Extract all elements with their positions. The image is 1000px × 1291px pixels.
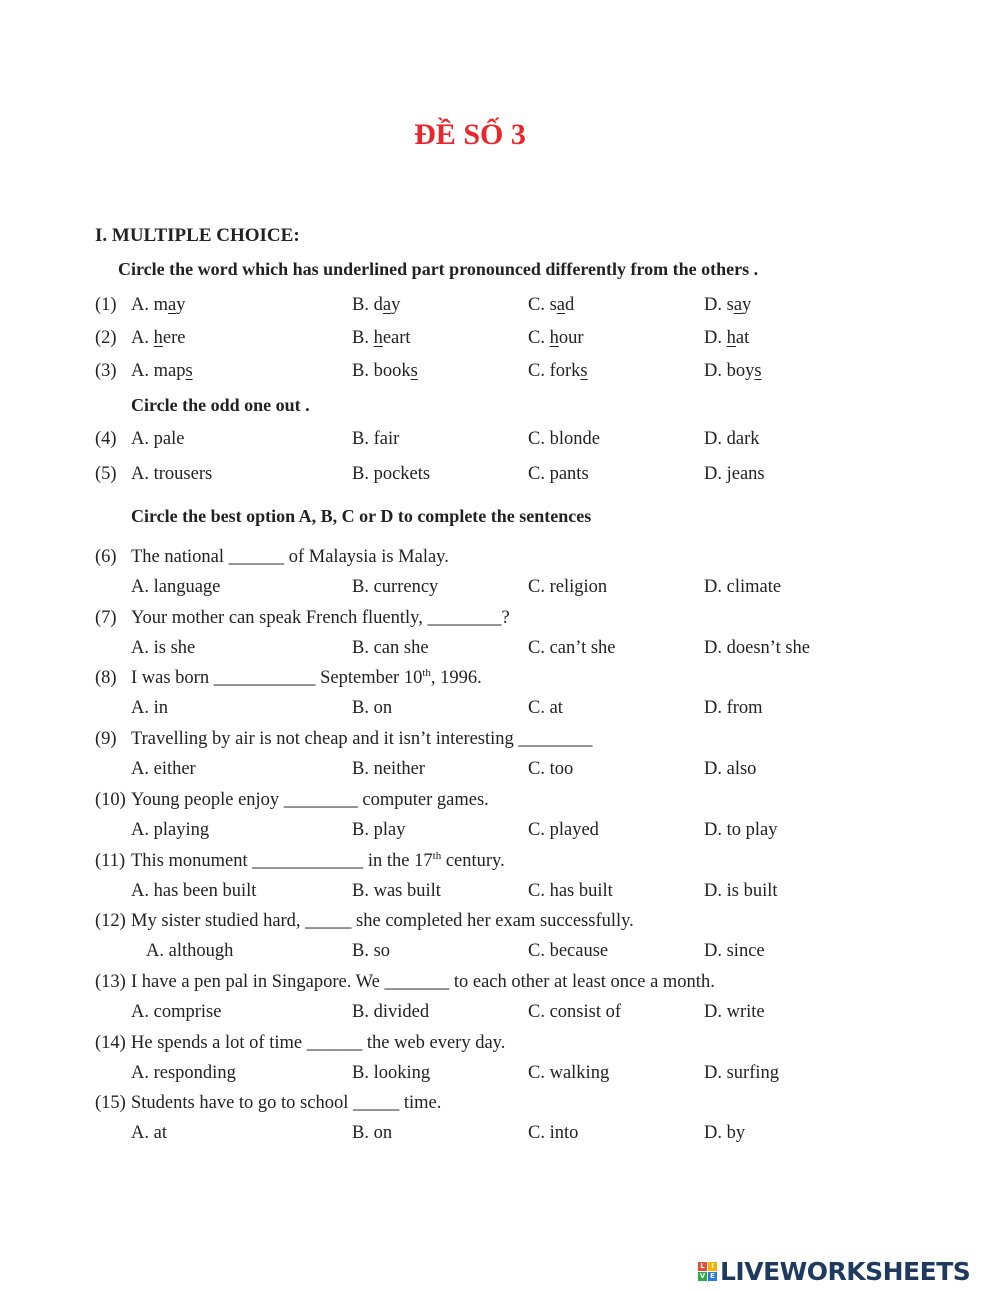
option[interactable]: A. pale: [131, 429, 185, 449]
option[interactable]: B. divided: [352, 1002, 430, 1022]
question-number: (6): [95, 547, 117, 567]
question-number: (13): [95, 972, 126, 992]
logo-text: LIVEWORKSHEETS: [720, 1256, 971, 1286]
option[interactable]: B. pockets: [352, 464, 431, 484]
options-row: [0, 878, 1000, 904]
question-stem: Students have to go to school _____ time.: [131, 1093, 442, 1113]
option[interactable]: B. day: [352, 295, 401, 315]
question-stem: My sister studied hard, _____ she completed her exam successfully.: [131, 911, 634, 931]
question-stem-row: [0, 1030, 1000, 1056]
option[interactable]: A. although: [146, 941, 234, 961]
question-stem-row: [0, 544, 1000, 570]
question-number: (15): [95, 1093, 126, 1113]
question-stem-row: [0, 908, 1000, 934]
question-number: (4): [95, 429, 117, 449]
question-stem-row: [0, 665, 1000, 691]
option[interactable]: C. blonde: [528, 429, 600, 449]
option[interactable]: C. into: [528, 1123, 579, 1143]
option[interactable]: C. religion: [528, 577, 608, 597]
option[interactable]: D. by: [704, 1123, 746, 1143]
question-stem: Young people enjoy ________ computer games.: [131, 790, 489, 810]
option[interactable]: A. maps: [131, 361, 193, 381]
underlined-part: h: [549, 328, 559, 348]
options-row: [0, 999, 1000, 1025]
option[interactable]: C. played: [528, 820, 599, 840]
option[interactable]: B. on: [352, 1123, 393, 1143]
question-stem-row: [0, 726, 1000, 752]
option[interactable]: C. at: [528, 698, 563, 718]
option[interactable]: C. consist of: [528, 1002, 622, 1022]
page-title: ĐỀ SỐ 3: [414, 118, 526, 151]
option[interactable]: A. either: [131, 759, 196, 779]
options-row: [0, 1120, 1000, 1146]
option[interactable]: A. language: [131, 577, 221, 597]
option[interactable]: C. walking: [528, 1063, 610, 1083]
liveworksheets-logo: [698, 1256, 970, 1286]
options-row: [0, 635, 1000, 661]
question-number: (7): [95, 608, 117, 628]
option[interactable]: D. doesn’t she: [704, 638, 811, 658]
option[interactable]: A. in: [131, 698, 168, 718]
question-stem: The national ______ of Malaysia is Malay.: [131, 547, 449, 567]
option[interactable]: B. can she: [352, 638, 429, 658]
question-number: (8): [95, 668, 117, 688]
instruction-best-option: Circle the best option A, B, C or D to complete the sentences: [131, 506, 592, 526]
question-stem: Your mother can speak French fluently, ________?: [131, 608, 510, 628]
question-stem: I have a pen pal in Singapore. We _______ to each other at least once a month.: [131, 972, 715, 992]
option[interactable]: A. trousers: [131, 464, 213, 484]
underlined-part: a: [382, 295, 392, 315]
option[interactable]: D. since: [704, 941, 765, 961]
option[interactable]: D. jeans: [704, 464, 765, 484]
option[interactable]: B. books: [352, 361, 418, 381]
option[interactable]: A. here: [131, 328, 186, 348]
option[interactable]: C. forks: [528, 361, 588, 381]
option[interactable]: A. comprise: [131, 1002, 222, 1022]
question-stem-row: [0, 848, 1000, 874]
option[interactable]: A. has been built: [131, 881, 257, 901]
option[interactable]: B. play: [352, 820, 406, 840]
question-number: (2): [95, 328, 117, 348]
underlined-part: h: [153, 328, 163, 348]
question-stem: I was born ___________ September 10th, 1996.: [131, 666, 482, 688]
option[interactable]: B. heart: [352, 328, 411, 348]
underlined-part: a: [168, 295, 177, 315]
question-number: (11): [95, 851, 126, 871]
option[interactable]: C. sad: [528, 295, 575, 315]
question-stem: He spends a lot of time ______ the web every day.: [131, 1033, 506, 1053]
option[interactable]: A. responding: [131, 1063, 236, 1083]
options-row: [0, 938, 1000, 964]
option[interactable]: D. climate: [704, 577, 782, 597]
option[interactable]: C. too: [528, 759, 574, 779]
odd-item: [0, 426, 1000, 452]
option[interactable]: D. write: [704, 1002, 765, 1022]
option[interactable]: C. can’t she: [528, 638, 616, 658]
instruction-pronunciation: Circle the word which has underlined part pronounced differently from the others .: [118, 259, 759, 279]
option[interactable]: A. is she: [131, 638, 196, 658]
option[interactable]: D. to play: [704, 820, 778, 840]
options-row: [0, 817, 1000, 843]
option[interactable]: D. boys: [704, 361, 762, 381]
option[interactable]: B. neither: [352, 759, 425, 779]
question-number: (5): [95, 464, 117, 484]
pronunciation-item: [0, 358, 1000, 384]
section-heading: I. MULTIPLE CHOICE:: [95, 225, 300, 246]
question-stem: Travelling by air is not cheap and it isn’t interesting ________: [131, 729, 593, 749]
option[interactable]: D. surfing: [704, 1063, 780, 1083]
option[interactable]: D. is built: [704, 881, 778, 901]
options-row: [0, 695, 1000, 721]
option[interactable]: C. has built: [528, 881, 613, 901]
question-number: (12): [95, 911, 126, 931]
underlined-part: s: [754, 361, 762, 381]
question-stem-row: [0, 1090, 1000, 1116]
option[interactable]: C. because: [528, 941, 609, 961]
question-number: (1): [95, 295, 117, 315]
underlined-part: s: [580, 361, 588, 381]
option[interactable]: B. on: [352, 698, 393, 718]
options-row: [0, 574, 1000, 600]
option[interactable]: B. was built: [352, 881, 441, 901]
odd-item: [0, 461, 1000, 487]
underlined-part: a: [733, 295, 743, 315]
option[interactable]: B. currency: [352, 577, 439, 597]
option[interactable]: D. hat: [704, 328, 750, 348]
pronunciation-item: [0, 325, 1000, 351]
underlined-part: s: [185, 361, 193, 381]
logo-mark-icon: L I V E: [698, 1262, 717, 1281]
option[interactable]: D. dark: [704, 429, 760, 449]
underlined-part: h: [726, 328, 736, 348]
option[interactable]: A. at: [131, 1123, 167, 1143]
option[interactable]: B. fair: [352, 429, 400, 449]
option[interactable]: B. so: [352, 941, 391, 961]
option[interactable]: C. hour: [528, 328, 584, 348]
question-stem-row: [0, 969, 1000, 995]
question-number: (10): [95, 790, 126, 810]
underlined-part: h: [373, 328, 383, 348]
options-row: [0, 1060, 1000, 1086]
question-stem: This monument ____________ in the 17th century.: [131, 849, 505, 871]
option[interactable]: D. from: [704, 698, 763, 718]
question-number: (9): [95, 729, 117, 749]
option[interactable]: D. also: [704, 759, 757, 779]
options-row: [0, 756, 1000, 782]
option[interactable]: D. say: [704, 295, 752, 315]
option[interactable]: A. playing: [131, 820, 210, 840]
option[interactable]: C. pants: [528, 464, 589, 484]
question-stem-row: [0, 605, 1000, 631]
underlined-part: s: [410, 361, 418, 381]
pronunciation-item: [0, 292, 1000, 318]
instruction-odd-one-out: Circle the odd one out .: [131, 395, 310, 415]
underlined-part: a: [556, 295, 566, 315]
question-number: (14): [95, 1033, 126, 1053]
option[interactable]: A. may: [131, 295, 186, 315]
option[interactable]: B. looking: [352, 1063, 431, 1083]
question-number: (3): [95, 361, 117, 381]
question-stem-row: [0, 787, 1000, 813]
